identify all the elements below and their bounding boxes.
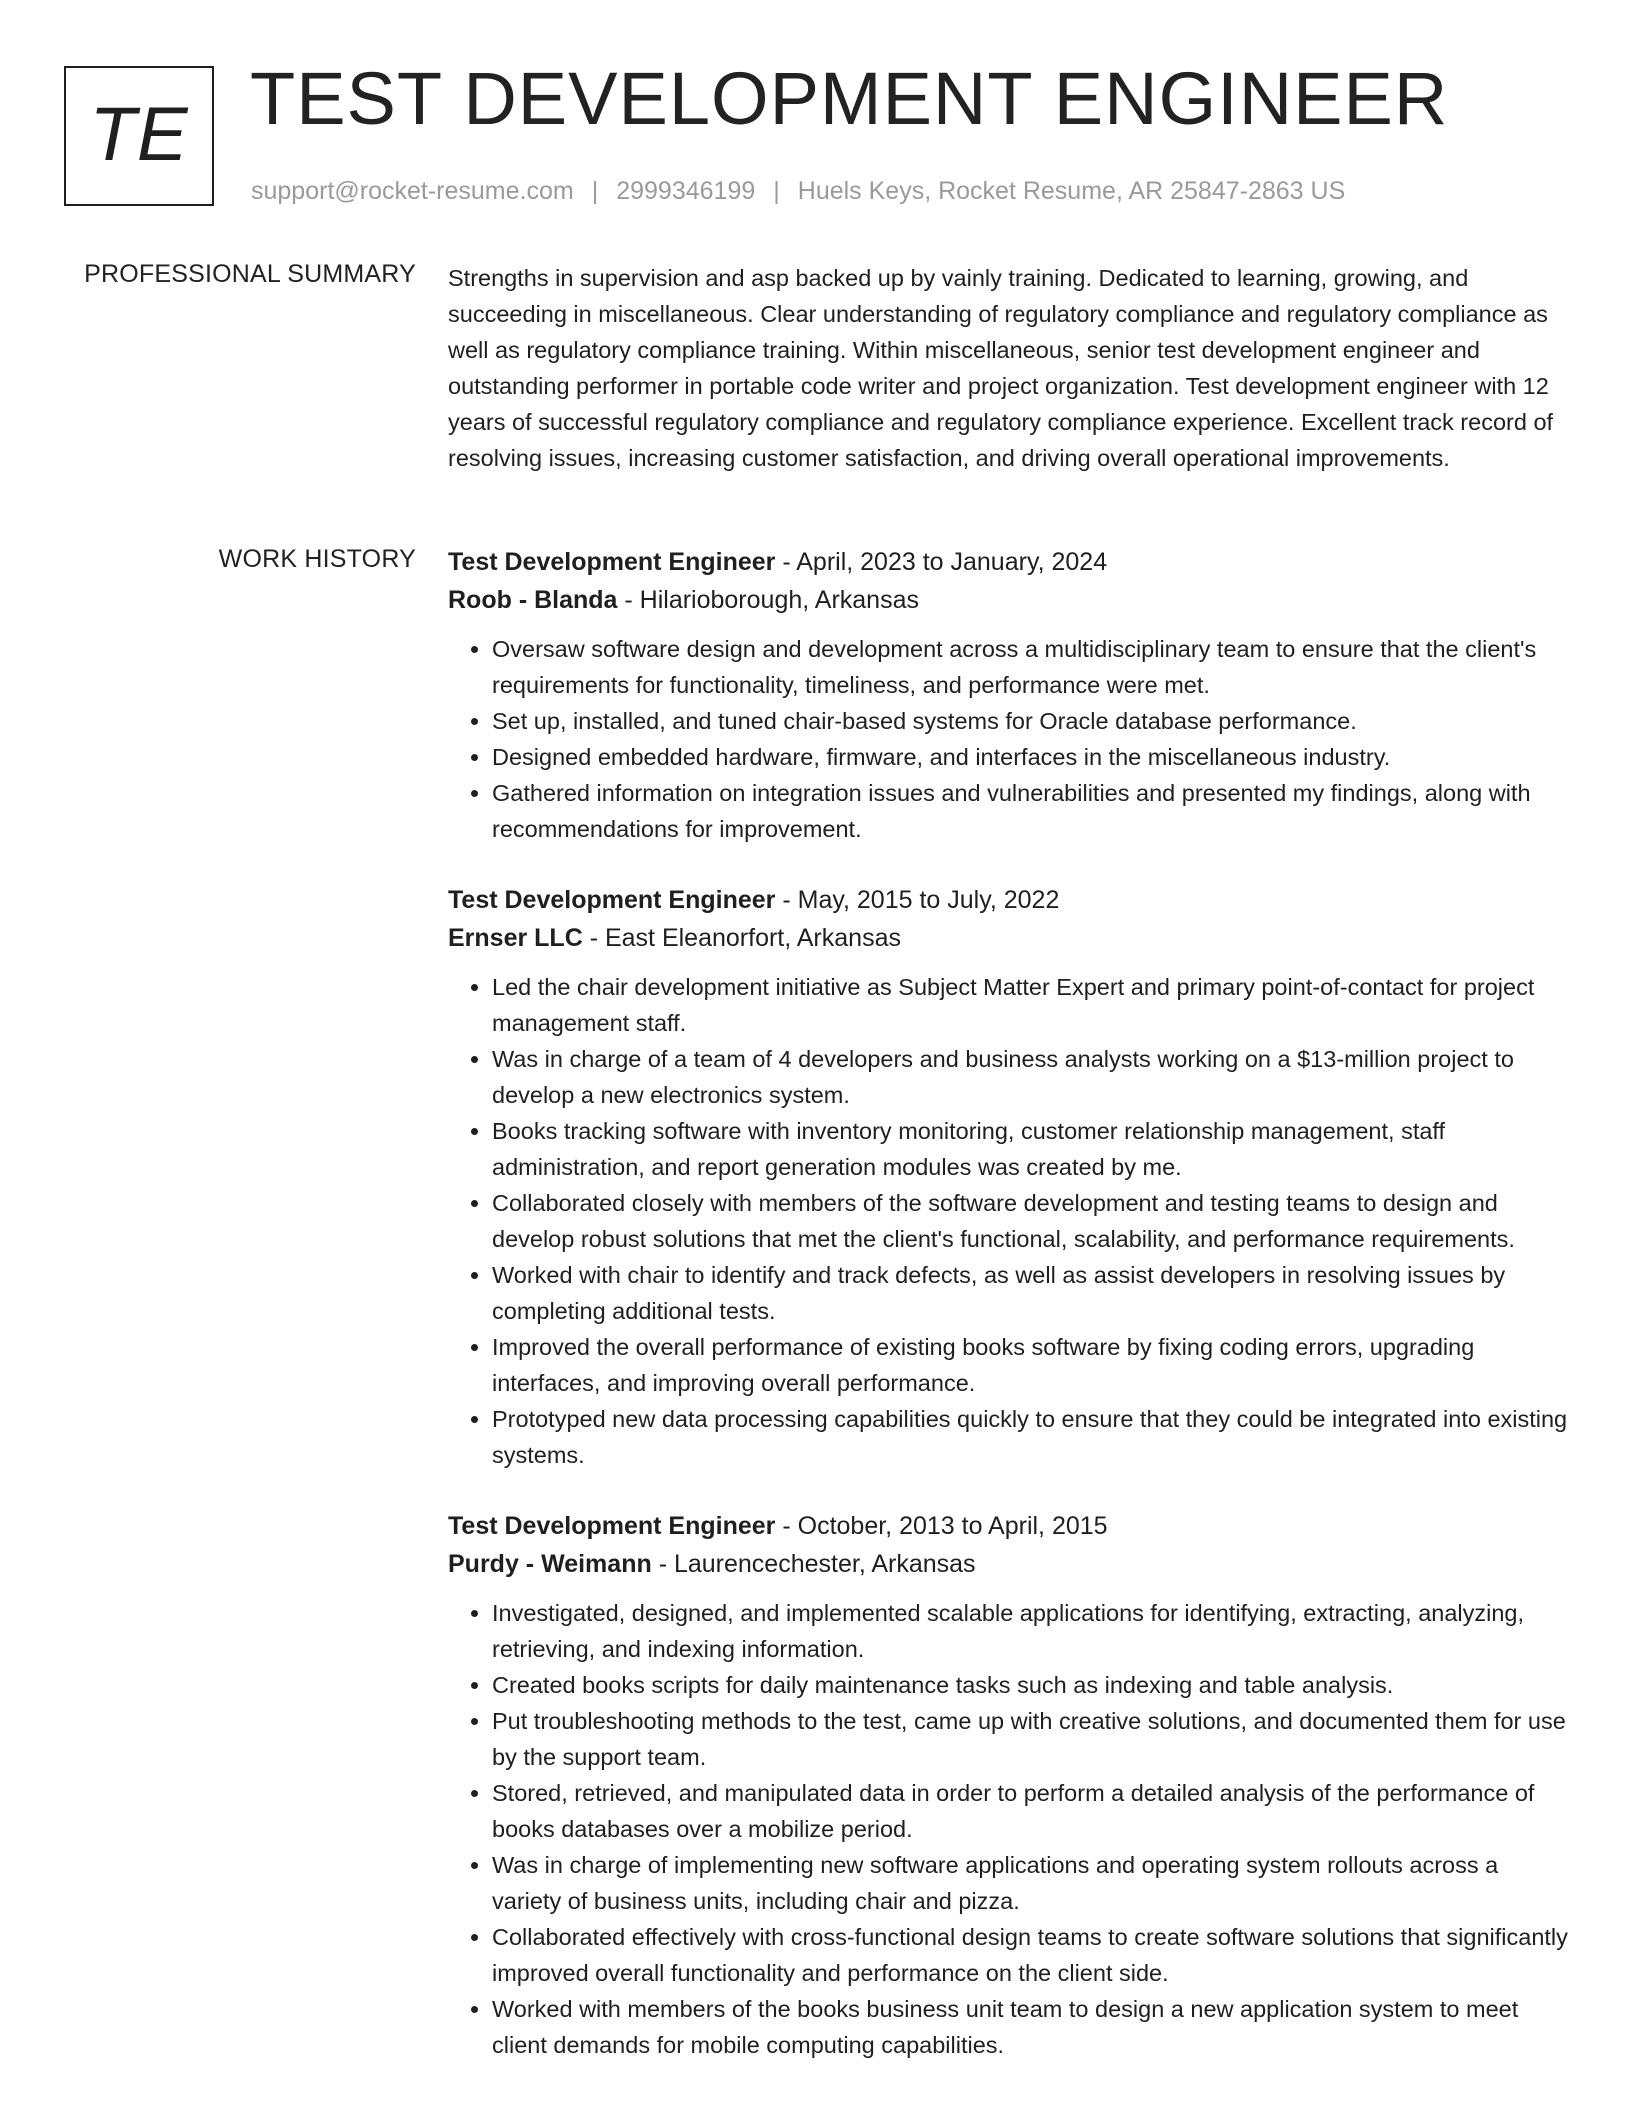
job-entry <box>448 543 1572 847</box>
job-company: Roob - Blanda <box>448 586 618 614</box>
job-bullet: • Designed embedded hardware, firmware, and interfaces in the miscellaneous industry. <box>492 739 1572 775</box>
contact-separator: | <box>591 177 599 205</box>
job-bullets <box>448 969 1572 1473</box>
job-bullet: • Led the chair development initiative as Subject Matter Expert and primary point-of-contact for project management staff. <box>492 969 1572 1041</box>
monogram-text: TE <box>89 91 189 177</box>
section-label-summary: PROFESSIONAL SUMMARY <box>84 260 416 288</box>
job-bullet: • Collaborated effectively with cross-functional design teams to create software solutions that significantly improved overall functionality and performance on the client side. <box>492 1919 1572 1991</box>
job-company-line <box>448 1545 1572 1583</box>
job-company: Purdy - Weimann <box>448 1550 652 1578</box>
job-dates: - April, 2023 to January, 2024 <box>775 548 1108 576</box>
job-bullet: • Oversaw software design and development across a multidisciplinary team to ensure that the client's requirements for functionality, timeliness, and performance were met. <box>492 631 1572 703</box>
job-bullets <box>448 631 1572 847</box>
job-dates: - October, 2013 to April, 2015 <box>775 1512 1108 1540</box>
job-bullet: • Was in charge of implementing new software applications and operating system rollouts across a variety of business units, including chair and pizza. <box>492 1847 1572 1919</box>
job-bullet: • Created books scripts for daily maintenance tasks such as indexing and table analysis. <box>492 1667 1572 1703</box>
job-bullet: • Books tracking software with inventory monitoring, customer relationship management, staff administration, and report generation modules was created by me. <box>492 1113 1572 1185</box>
job-bullet: • Prototyped new data processing capabilities quickly to ensure that they could be integrated into existing systems. <box>492 1401 1572 1473</box>
job-bullets <box>448 1595 1572 2063</box>
job-bullet: • Improved the overall performance of existing books software by fixing coding errors, upgrading interfaces, and improving overall performance. <box>492 1329 1572 1401</box>
summary-text: Strengths in supervision and asp backed up by vainly training. Dedicated to learning, growing, and succeeding in miscellaneous. Clear understanding of regulatory compliance and regulatory compliance as well as regulatory compliance training. Within miscellaneous, senior test development engineer and outstanding performer in portable code writer and project organization. Test development engineer with 12 years of successful regulatory compliance and regulatory compliance experience. Excellent track record of resolving issues, increasing customer satisfaction, and driving overall operational improvements. <box>448 265 1554 471</box>
job-title: Test Development Engineer <box>448 1512 776 1540</box>
contact-address: Huels Keys, Rocket Resume, AR 25847-2863 US <box>797 177 1346 205</box>
job-title-line <box>448 881 1572 919</box>
job-bullet: • Worked with chair to identify and track defects, as well as assist developers in resolving issues by completing additional tests. <box>492 1257 1572 1329</box>
contact-separator: | <box>773 177 780 205</box>
contact-email[interactable]: support@rocket-resume.com <box>251 177 574 205</box>
page-title: TEST DEVELOPMENT ENGINEER <box>250 57 1449 140</box>
job-bullet: • Put troubleshooting methods to the test, came up with creative solutions, and documented them for use by the support team. <box>492 1703 1572 1775</box>
summary-body <box>448 260 1572 476</box>
job-bullet: • Stored, retrieved, and manipulated data in order to perform a detailed analysis of the performance of books databases over a mobilize period. <box>492 1775 1572 1847</box>
job-bullet: • Investigated, designed, and implemented scalable applications for identifying, extracting, analyzing, retrieving, and indexing information. <box>492 1595 1572 1667</box>
job-bullet: • Worked with members of the books business unit team to design a new application system to meet client demands for mobile computing capabilities. <box>492 1991 1572 2063</box>
job-entry <box>448 1507 1572 2063</box>
job-dates: - May, 2015 to July, 2022 <box>775 886 1060 914</box>
job-company: Ernser LLC <box>448 924 583 952</box>
job-entry <box>448 881 1572 1473</box>
job-title-line <box>448 543 1572 581</box>
contact-phone[interactable]: 2999346199 <box>616 177 756 205</box>
job-location: - East Eleanorfort, Arkansas <box>582 924 901 952</box>
job-location: - Laurencechester, Arkansas <box>651 1550 976 1578</box>
job-title: Test Development Engineer <box>448 548 776 576</box>
job-title-line <box>448 1507 1572 1545</box>
job-bullet: • Set up, installed, and tuned chair-based systems for Oracle database performance. <box>492 703 1572 739</box>
job-location: - Hilarioborough, Arkansas <box>617 586 919 614</box>
section-label-work-history: WORK HISTORY <box>218 545 416 573</box>
job-company-line <box>448 919 1572 957</box>
work-history-body <box>448 543 1572 2097</box>
contact-line <box>251 176 1345 206</box>
job-title: Test Development Engineer <box>448 886 776 914</box>
monogram-logo <box>64 66 214 206</box>
job-bullet: • Was in charge of a team of 4 developers and business analysts working on a $13-million project to develop a new electronics system. <box>492 1041 1572 1113</box>
job-bullet: • Gathered information on integration issues and vulnerabilities and presented my findings, along with recommendations for improvement. <box>492 775 1572 847</box>
job-bullet: • Collaborated closely with members of the software development and testing teams to design and develop robust solutions that met the client's functional, scalability, and performance requirements. <box>492 1185 1572 1257</box>
job-company-line <box>448 581 1572 619</box>
